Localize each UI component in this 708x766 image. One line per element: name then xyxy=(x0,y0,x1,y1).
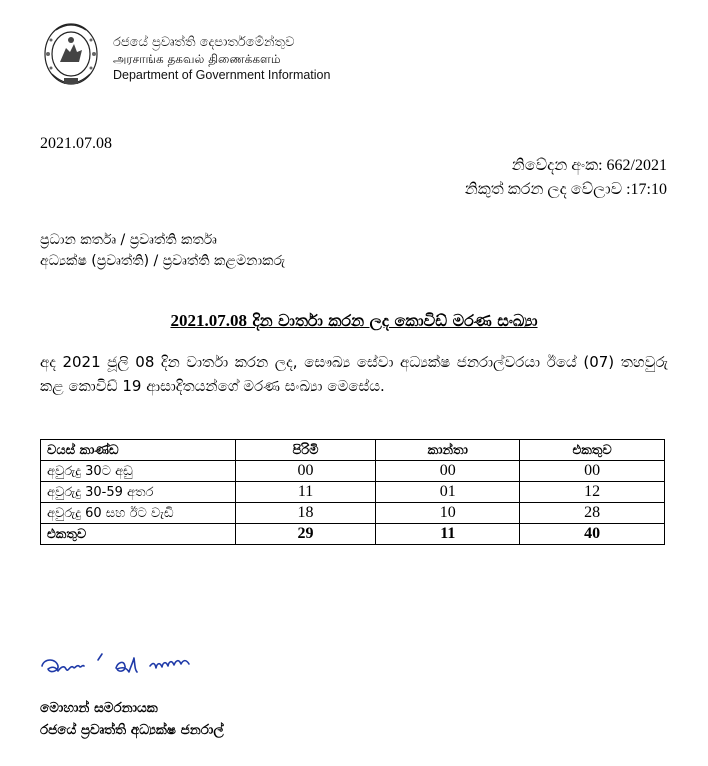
document-date: 2021.07.08 xyxy=(40,135,112,152)
female-cell: 00 xyxy=(376,461,520,482)
letterhead-english: Department of Government Information xyxy=(113,68,331,82)
column-header-age-group: වයස් කාණ්ඩ xyxy=(41,440,236,461)
heading-text: දින වාර්තා කරන ලද කොවිඩ් මරණ සංඛ්‍යා xyxy=(246,311,538,330)
male-total-cell: 29 xyxy=(235,524,376,545)
handwritten-signature xyxy=(38,648,223,688)
male-cell: 11 xyxy=(235,482,376,503)
total-cell: 00 xyxy=(520,461,665,482)
release-time: නිකුත් කරන ලද වේලාව :17:10 xyxy=(464,181,667,198)
table-header-row xyxy=(41,440,665,461)
total-label-cell: එකතුව xyxy=(41,524,236,545)
column-header-male: පිරිමි xyxy=(235,440,376,461)
letterhead-tamil: அரசாங்க தகவல் திணைக்களம் xyxy=(113,52,281,66)
table-total-row xyxy=(41,524,665,545)
grand-total-cell: 40 xyxy=(520,524,665,545)
female-total-cell: 11 xyxy=(376,524,520,545)
addressee-line: ප්‍රධාන කර්තෘ / ප්‍රවෘත්ති කර්තෘ xyxy=(40,232,217,248)
signatory-title: රජයේ ප්‍රවෘත්ති අධ්‍යක්ෂ ජනරාල් xyxy=(40,722,224,738)
total-cell: 12 xyxy=(520,482,665,503)
sri-lanka-emblem-icon xyxy=(38,18,104,94)
death-statistics-table xyxy=(40,439,665,545)
column-header-total: එකතුව xyxy=(520,440,665,461)
female-cell: 01 xyxy=(376,482,520,503)
age-group-cell: අවුරුදු 60 සහ ඊට වැඩි xyxy=(41,503,236,524)
addressee-line: අධ්‍යක්ෂ (ප්‍රවෘත්ති) / ප්‍රවෘත්ති කළමනාකරු xyxy=(40,253,286,269)
body-paragraph: අද 2021 ජූලි 08 දින වාර්තා කරන ලද, සෞඛ්‍ය සේවා අධ්‍යක්ෂ ජනරාල්වරයා ඊයේ (07) තහවුරු කළ කොවිඩ් 19 ආසාදිතයන්ගේ මරණ සංඛ්‍යා මෙසේය. xyxy=(40,353,668,395)
table-row xyxy=(41,461,665,482)
total-cell: 28 xyxy=(520,503,665,524)
signatory-name: මොහාන් සමරනායක xyxy=(40,700,158,716)
female-cell: 10 xyxy=(376,503,520,524)
document-heading xyxy=(0,311,708,331)
male-cell: 18 xyxy=(235,503,376,524)
male-cell: 00 xyxy=(235,461,376,482)
age-group-cell: අවුරුදු 30ට අඩු xyxy=(41,461,236,482)
table-row xyxy=(41,503,665,524)
release-number: නිවේදන අංක: 662/2021 xyxy=(511,157,667,174)
column-header-female: කාන්තා xyxy=(376,440,520,461)
letterhead-sinhala: රජයේ ප්‍රවෘත්ති දෙපාර්තමේන්තුව xyxy=(113,35,295,50)
age-group-cell: අවුරුදු 30-59 අතර xyxy=(41,482,236,503)
heading-date: 2021.07.08 xyxy=(170,311,247,330)
table-row xyxy=(41,482,665,503)
